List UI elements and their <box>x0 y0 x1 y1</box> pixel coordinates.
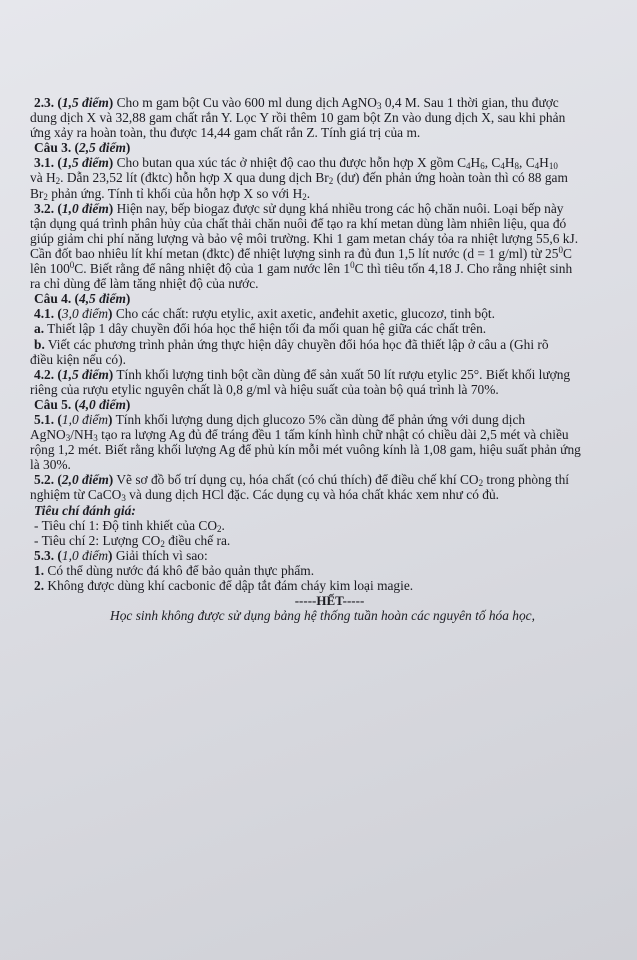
text-run: /NH <box>70 427 94 443</box>
text-run: tận dụng quá trình phân hủy của chất thải chăn nuôi để tạo ra khí metan dùng làm nhiên liệu, qua đó <box>30 215 567 231</box>
text-run: và dung dịch HCl đặc. Các dụng cụ và hóa chất khác xem như có đủ. <box>125 487 499 503</box>
text-run: ) <box>108 547 113 563</box>
text-run: 6 <box>480 161 485 172</box>
text-run: 3,0 điểm <box>61 306 109 322</box>
text-run: 2 <box>43 191 48 202</box>
text-run: 3 <box>93 433 98 444</box>
text-run: Cần đốt bao nhiêu lít khí metan (đktc) để nhiệt lượng sinh ra đủ đun 1,5 lít nước (d = 1 g/ml) từ 25 <box>30 245 559 261</box>
text-run: C. Biết rằng để nâng nhiệt độ của 1 gam nước lên 1 <box>74 261 351 277</box>
text-run: 4 <box>534 161 540 172</box>
text-run: 4,5 điểm <box>79 291 126 307</box>
text-line-17 <box>30 337 615 352</box>
criteria-heading <box>30 503 615 518</box>
text-line-32 <box>30 563 615 578</box>
text-run: H <box>504 155 515 171</box>
text-line-5 <box>30 155 615 170</box>
text-line-2 <box>30 110 615 125</box>
text-run: 3.2. ( <box>34 200 62 216</box>
text-line-12 <box>30 261 615 276</box>
text-run: 3.1. ( <box>34 155 62 171</box>
text-run: lên 100 <box>30 261 70 277</box>
text-run: ) <box>108 472 114 488</box>
text-run: 5.1. ( <box>34 411 62 427</box>
text-run: giúp giảm chi phí năng lượng và bảo vệ môi trường. Khi 1 gam metan cháy tỏa ra nhiệt lượng 55,6 kJ. <box>30 230 579 246</box>
text-line-27 <box>30 487 615 502</box>
text-run: ) <box>108 155 114 171</box>
text-run: là 30%. <box>30 457 71 473</box>
text-run: 4,0 điểm <box>79 396 126 412</box>
text-run: 2 <box>160 538 165 549</box>
text-run: Cho butan qua xúc tác ở nhiệt độ cao thu được hỗn hợp X gồm C <box>113 155 467 171</box>
text-line-23 <box>30 427 615 442</box>
text-run: 0 <box>350 260 355 271</box>
text-run: điều chế ra. <box>164 532 231 548</box>
text-run: a. <box>34 321 45 337</box>
text-run: - Tiêu chí 2: Lượng CO <box>34 532 161 548</box>
text-run: 1,5 điểm <box>61 95 109 110</box>
text-run: ) <box>108 200 114 216</box>
text-run: nghiệm từ CaCO <box>30 487 122 503</box>
text-run: Cho m gam bột Cu vào 600 ml dung dịch AgNO <box>113 95 377 110</box>
text-run: tạo ra lượng Ag đủ để tráng đều 1 tấm kính hình chữ nhật có chiều dài 2,5 mét và chiều <box>97 427 569 443</box>
text-run: . <box>306 185 311 201</box>
text-run: ) <box>108 306 113 322</box>
text-run: 4 <box>466 161 471 172</box>
text-run: 0,4 M. Sau 1 thời gian, thu được <box>381 95 559 110</box>
text-run: ) <box>108 411 113 427</box>
text-run: 2 <box>478 478 484 489</box>
text-run: 1. <box>34 562 45 578</box>
criteria-2 <box>30 533 615 548</box>
text-line-18 <box>30 352 615 367</box>
text-line-25 <box>30 457 615 472</box>
text-run: Không được dùng khí cacbonic để dập tắt đám cháy kim loại magie. <box>44 578 414 593</box>
text-line-22 <box>30 412 615 427</box>
text-line-15 <box>30 306 615 321</box>
text-run: 4 <box>500 161 505 172</box>
text-run: ) <box>108 366 114 382</box>
text-run: b. <box>34 336 45 352</box>
text-run: AgNO <box>30 427 66 443</box>
text-run: 3 <box>121 493 126 504</box>
text-run: H <box>470 155 481 171</box>
text-run: ứng xảy ra hoàn toàn, thu được 14,44 gam chất rắn Z. Tính giá trị của m. <box>30 125 421 141</box>
text-run: 3 <box>65 433 71 444</box>
text-line-24 <box>30 442 615 457</box>
text-line-3 <box>30 125 615 140</box>
text-run: Hiện nay, bếp biogaz được sử dụng khá nhiều trong các hộ chăn nuôi. Loại bếp này <box>113 200 564 216</box>
text-run: ) <box>108 95 114 110</box>
text-run: Tiêu chí đánh giá: <box>34 502 136 518</box>
text-run: 0 <box>69 260 75 271</box>
text-run: C thì tiêu tốn 4,18 J. Cho rằng nhiệt sinh <box>354 261 573 277</box>
text-run: 1,0 điểm <box>61 200 109 216</box>
text-run: . Dẫn 23,52 lít (đktc) hỗn hợp X qua dung dịch Br <box>60 170 329 186</box>
text-run: Tính khối lượng dung dịch glucozo 5% cần dùng để phản ứng với dung dịch <box>112 411 526 427</box>
text-line-8 <box>30 201 615 216</box>
text-line-19 <box>30 367 615 382</box>
text-run: 1,0 điểm <box>61 547 109 563</box>
text-run: , C <box>519 155 535 171</box>
text-run: 2. <box>34 578 45 593</box>
text-run: 2.3. ( <box>34 95 62 110</box>
text-run: điều kiện nếu có). <box>30 351 126 367</box>
text-run: Viết các phương trình phản ứng thực hiện dây chuyền đổi hóa học đã thiết lập ở câu a (Ghi rõ <box>44 336 549 352</box>
text-run: H <box>539 155 549 171</box>
end-marker: -----HẾT----- <box>294 593 365 609</box>
text-run: Câu 4. ( <box>34 291 80 307</box>
question-5-heading <box>30 397 615 412</box>
text-run: 2 <box>328 176 334 187</box>
text-run: Thiết lập 1 dây chuyền đổi hóa học thể hiện tối đa mối quan hệ giữa các chất trên. <box>44 321 487 337</box>
text-run: Tính khối lượng tinh bột cần dùng để sản xuất 50 lít rượu etylic 25°. Biết khối lượng <box>113 366 571 382</box>
text-run: 4.1. ( <box>34 306 62 322</box>
text-run: C <box>562 245 572 261</box>
text-run: . <box>221 517 225 533</box>
text-run: trong phòng thí <box>483 472 569 488</box>
text-run: 8 <box>514 161 520 172</box>
text-run: Câu 5. ( <box>34 396 80 412</box>
text-run: 2,0 điểm <box>61 472 109 488</box>
text-line-1 <box>30 95 615 110</box>
text-run: Có thể dùng nước đá khô để bảo quản thực phẩm. <box>44 562 315 578</box>
text-line-13 <box>30 276 615 291</box>
text-run: dung dịch X và 32,88 gam chất rắn Y. Lọc Y rồi thêm 10 gam bột Zn vào dung dịch X, sau khi phản <box>30 110 566 126</box>
text-line-7 <box>30 186 615 201</box>
text-run: 0 <box>558 244 563 255</box>
footnote: Học sinh không được sử dụng bảng hệ thống tuần hoàn các nguyên tố hóa học, <box>110 608 535 624</box>
text-run: 1,5 điểm <box>61 366 109 382</box>
exam-body <box>30 95 615 593</box>
text-run: 5.3. ( <box>34 547 62 563</box>
text-run: 2 <box>302 191 307 202</box>
text-run: 1,0 điểm <box>61 411 109 427</box>
criteria-1 <box>30 518 615 533</box>
text-run: , C <box>484 155 501 171</box>
text-run: ) <box>125 396 131 412</box>
text-run: riêng của rượu etylic nguyên chất là 0,8 g/ml và hiệu suất của toàn bộ quá trình là 70%. <box>30 381 499 397</box>
text-run: Câu 3. ( <box>34 140 80 156</box>
text-run: 3 <box>376 101 382 111</box>
text-run: 2 <box>55 176 61 187</box>
text-run: 10 <box>548 161 558 172</box>
text-line-26 <box>30 472 615 487</box>
text-run: ra chỉ dùng để làm tăng nhiệt độ của nước. <box>30 276 259 292</box>
text-run: Giải thích vì sao: <box>112 547 208 563</box>
question-4-heading <box>30 291 615 306</box>
text-run: 2,5 điểm <box>79 140 126 156</box>
text-line-20 <box>30 382 615 397</box>
text-line-9 <box>30 216 615 231</box>
text-run: 1,5 điểm <box>61 155 109 171</box>
text-run: ) <box>125 140 131 156</box>
text-run: và H <box>30 170 56 186</box>
text-run: rộng 1,2 mét. Biết rằng khối lượng Ag để phủ kín mỗi mét vuông kính là 1,08 gam, hiệu suất phản ứng <box>30 442 581 458</box>
text-line-10 <box>30 231 615 246</box>
text-run: phản ứng. Tính tỉ khối của hỗn hợp X so với H <box>47 185 303 201</box>
text-run: 5.2. ( <box>34 472 62 488</box>
text-run: 4.2. ( <box>34 366 62 382</box>
question-3-heading <box>30 140 615 155</box>
text-run: Vẽ sơ đồ bố trí dụng cụ, hóa chất (có chú thích) để điều chế khí CO <box>113 472 479 488</box>
text-run: ) <box>125 291 131 307</box>
text-line-6 <box>30 170 615 185</box>
text-line-16 <box>30 321 615 336</box>
text-line-11 <box>30 246 615 261</box>
text-run: Br <box>30 185 44 201</box>
text-line-33 <box>30 578 615 593</box>
text-line-31 <box>30 548 615 563</box>
text-run: Cho các chất: rượu etylic, axit axetic, anđehit axetic, glucozơ, tinh bột. <box>112 306 495 322</box>
text-run: (dư) đến phản ứng hoàn toàn thì có 88 gam <box>333 170 568 186</box>
text-run: - Tiêu chí 1: Độ tinh khiết của CO <box>34 517 217 533</box>
text-run: 2 <box>217 523 222 534</box>
